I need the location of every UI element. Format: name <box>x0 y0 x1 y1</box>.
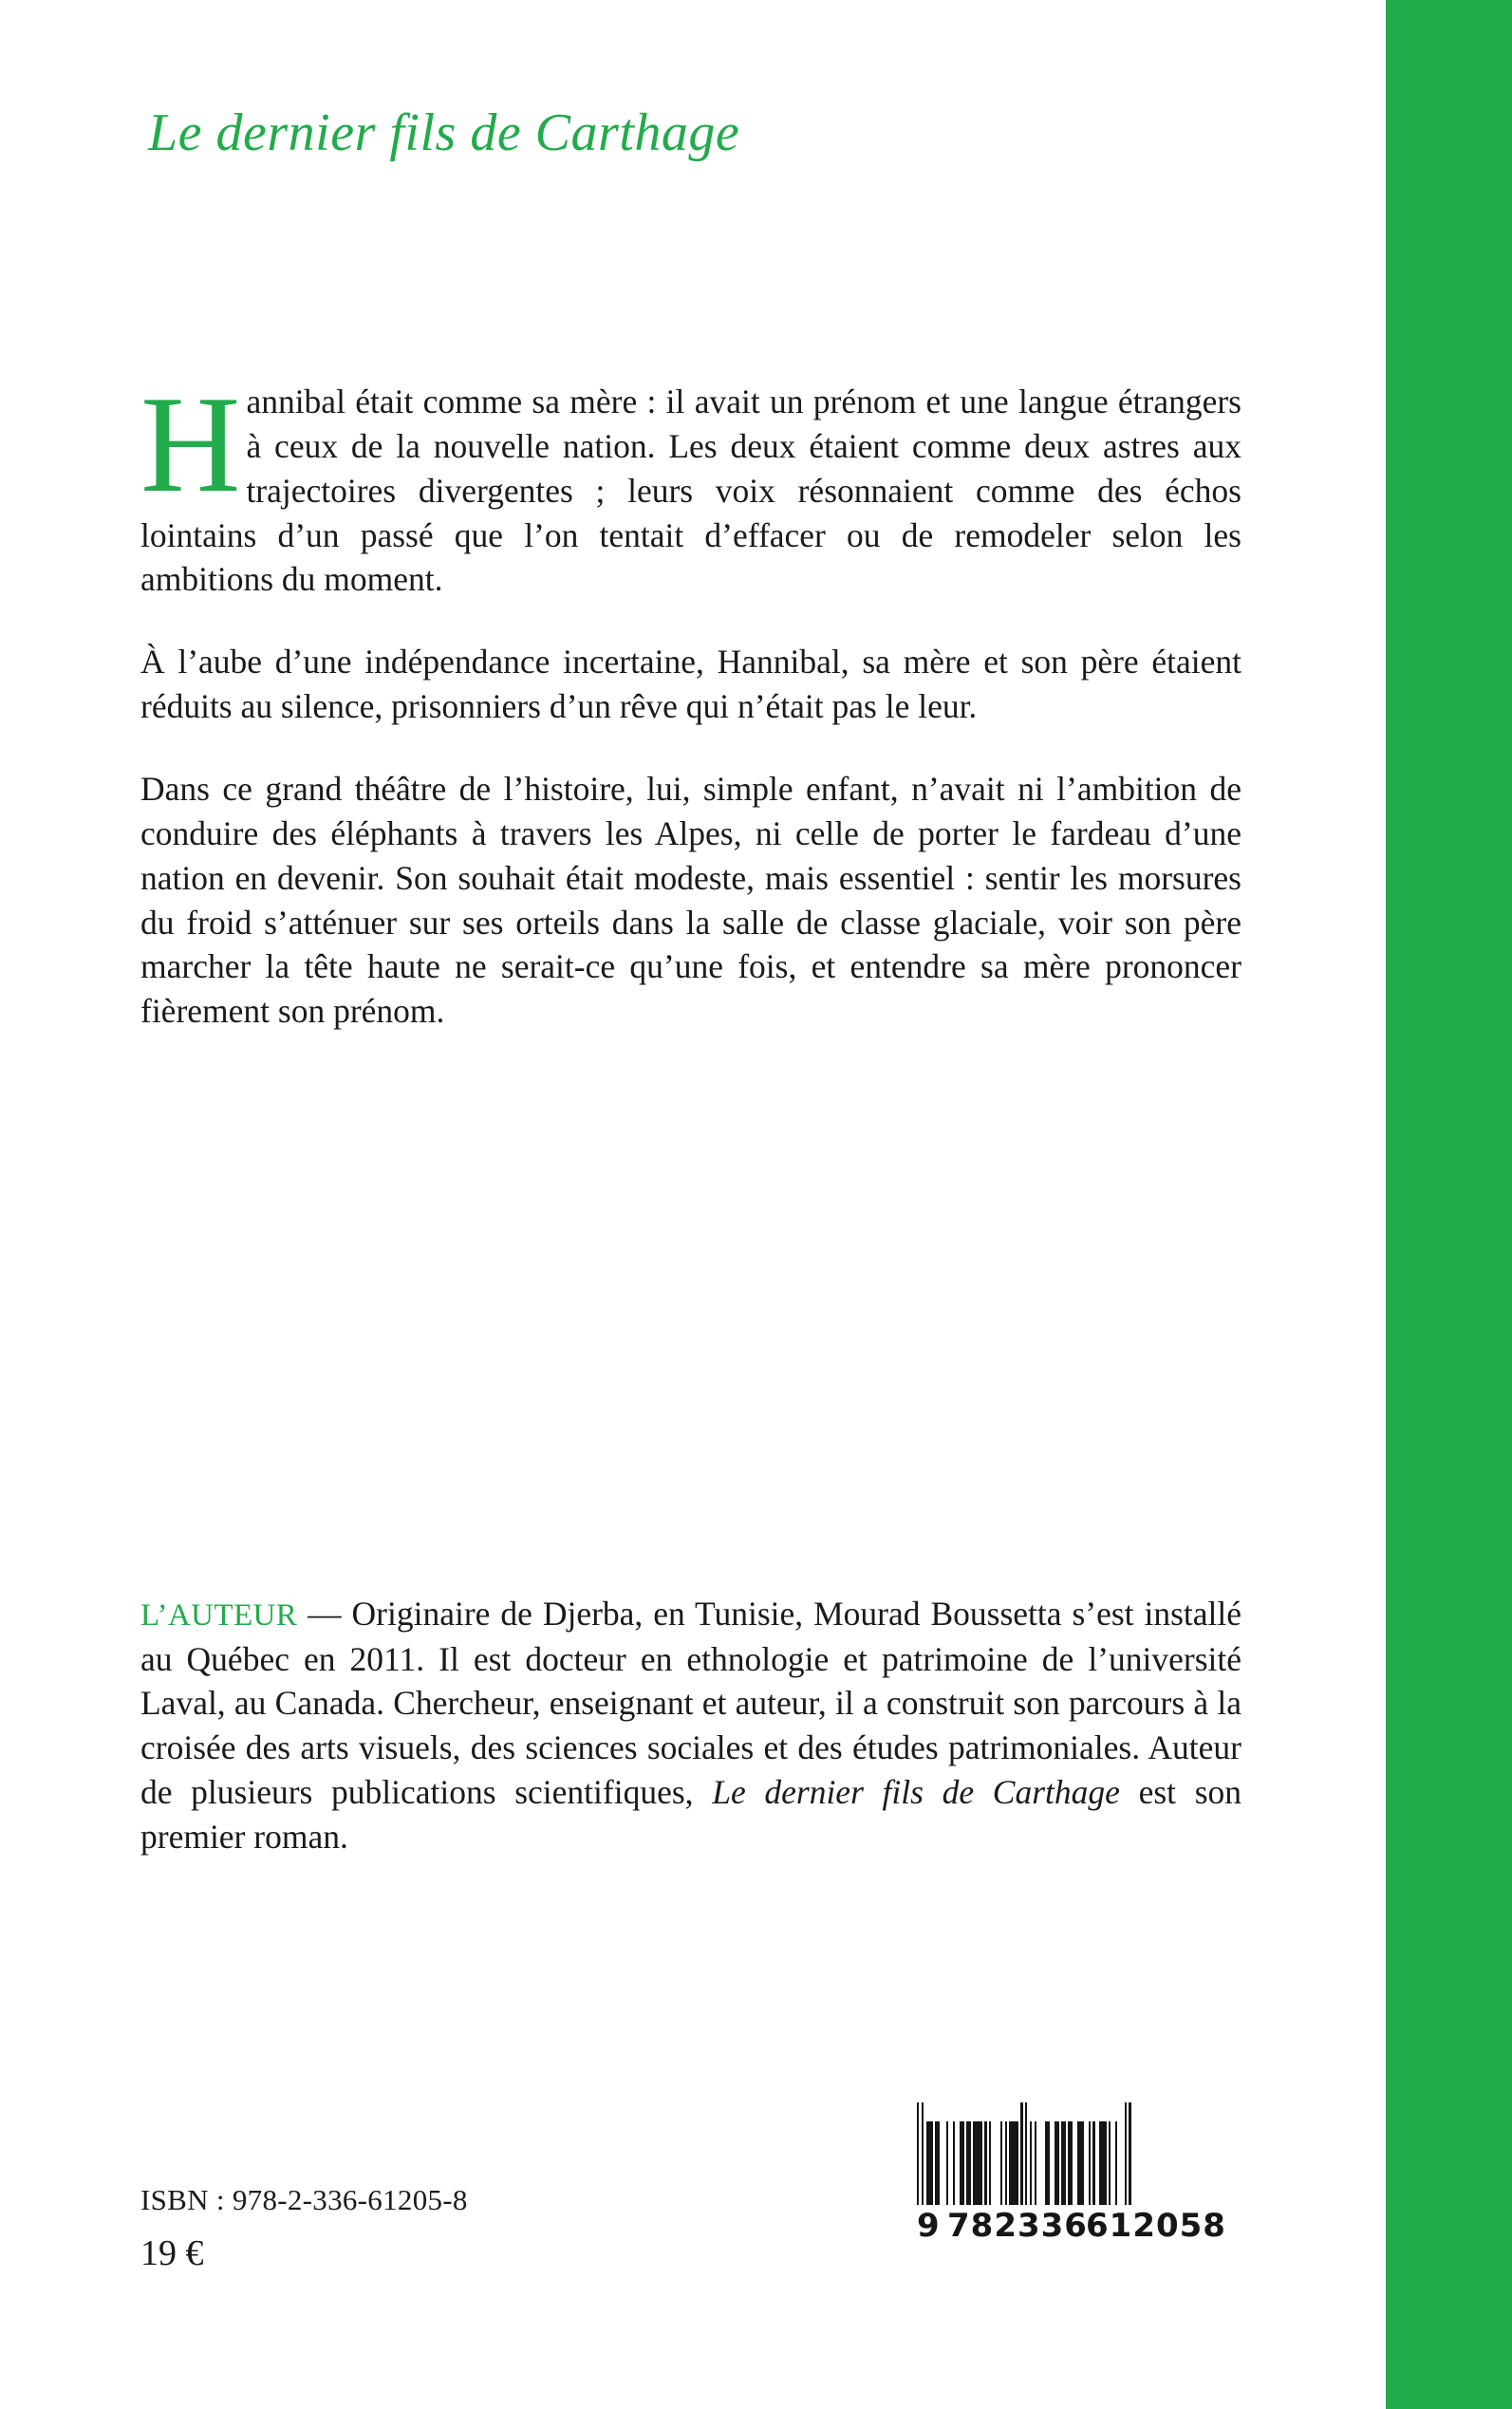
content-column <box>140 0 1249 2409</box>
barcode-lead-digit: 9 <box>917 2207 941 2245</box>
barcode-left-group: 782336 <box>947 2207 1088 2245</box>
author-bio-book-title: Le dernier fils de Carthage <box>712 1773 1120 1812</box>
author-section <box>140 1592 1241 1859</box>
blurb-paragraph-3: Dans ce grand théâtre de l’histoire, lui, simple enfant, n’avait ni l’ambition de conduire des éléphants à travers les Alpes, ni celle de porter le fardeau d’une nation en devenir. Son souhait était modeste, mais essentiel : sentir les morsures du froid s’atténuer sur ses orteils dans la salle de classe glaciale, voir son père marcher la tête haute ne serait-ce qu’une fois, et entendre sa mère prononcer fièrement son prénom. <box>140 770 1241 1031</box>
drop-cap-letter: H <box>140 367 241 521</box>
author-bio-text-before: — Originaire de Djerba, en Tunisie, Mourad Boussetta s’est installé au Québec en 2011. Il est docteur en ethnologie et patrimoine de l’université Laval, au Canada. Chercheur, enseignant et auteur, il a construit son parcours à la croisée des arts visuels, des sciences sociales et des études patrimoniales. Auteur de plusieurs publications scientifiques, <box>140 1595 1241 1812</box>
price-text: 19 € <box>140 2233 204 2273</box>
barcode-bars <box>917 2102 1240 2205</box>
barcode-bar <box>926 2121 933 2205</box>
barcode-right-group: 612058 <box>1086 2207 1226 2245</box>
author-label: L’AUTEUR <box>140 1598 298 1633</box>
blurb-paragraph-1-text: annibal était comme sa mère : il avait un prénom et une langue étrangers à ceux de la nouvelle nation. Les deux étaient comme deux astres aux trajectoires divergentes ; leurs voix résonnaient comme des échos lointains d’un passé que l’on tentait d’effacer ou de remodeler selon les ambitions du moment. <box>140 383 1241 599</box>
barcode-bar <box>1129 2102 1130 2205</box>
author-bio <box>140 1592 1241 1859</box>
barcode <box>917 2102 1240 2243</box>
isbn-text: ISBN : 978-2-336-61205-8 <box>140 2183 468 2216</box>
book-title: Le dernier fils de Carthage <box>148 103 740 162</box>
barcode-bar <box>1077 2121 1084 2205</box>
barcode-bar <box>1009 2121 1018 2205</box>
barcode-space <box>940 2121 946 2205</box>
barcode-space <box>1036 2121 1046 2205</box>
barcode-bar <box>973 2121 982 2205</box>
barcode-space <box>1117 2121 1124 2205</box>
blurb-paragraph-2: À l’aube d’une indépendance incertaine, Hannibal, sa mère et son père étaient réduits au silence, prisonniers d’un rêve qui n’était pas le leur. <box>140 643 1241 726</box>
barcode-digits <box>917 2205 1240 2243</box>
barcode-space <box>991 2121 1000 2205</box>
right-green-band <box>1386 0 1512 2409</box>
blurb-section <box>140 367 1241 1034</box>
barcode-bar <box>1099 2121 1106 2205</box>
blurb-paragraph-1 <box>140 367 1241 602</box>
author-bio-text-after: est son premier roman. <box>140 1773 1242 1856</box>
